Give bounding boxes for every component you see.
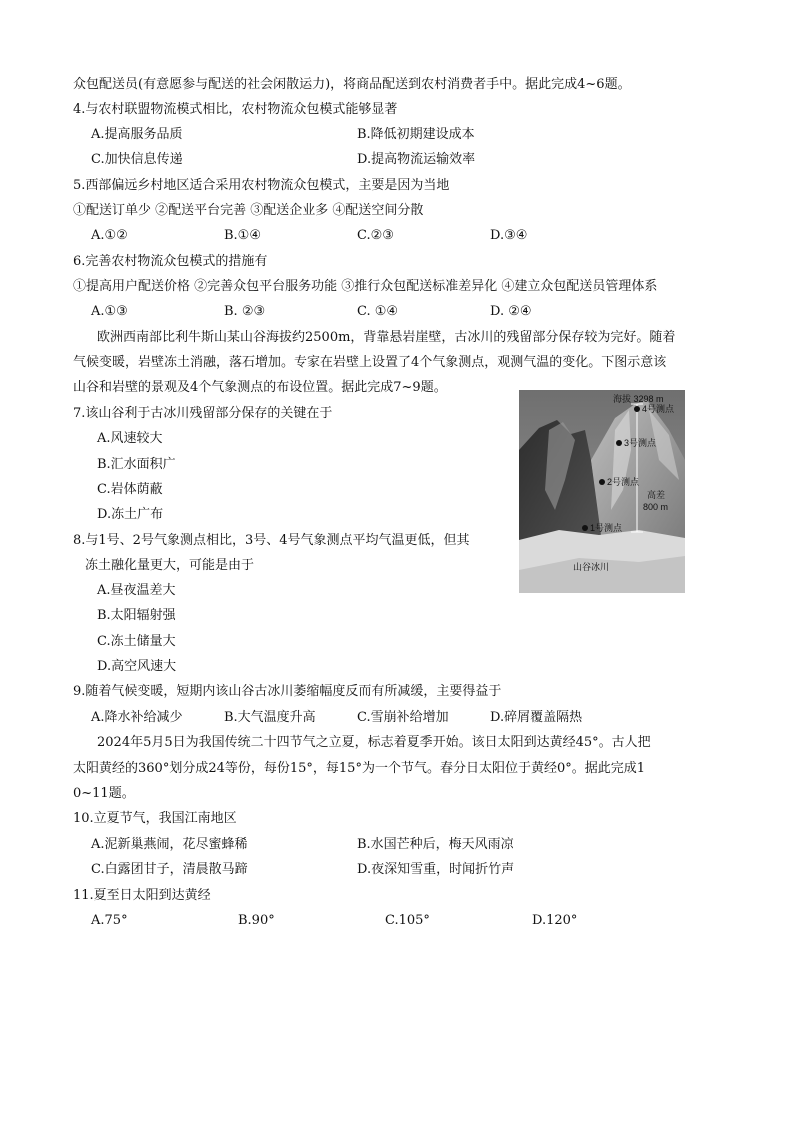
passage-q7-9-line3: 山谷和岩壁的景观及4个气象测点的布设位置。据此完成7~9题。 [73, 380, 447, 395]
question-6-option-b: B. ②③ [224, 304, 266, 319]
question-7-option-d: D.冻土广布 [97, 507, 164, 522]
altitude-label: 海拔 3298 m [613, 394, 664, 404]
question-8-stem-line1: 8.与1号、2号气象测点相比，3号、4号气象测点平均气温更低，但其 [73, 533, 470, 548]
question-8-option-b: B.太阳辐射强 [97, 608, 176, 623]
question-5-option-d: D.③④ [490, 228, 528, 243]
station-4-label: 4号测点 [642, 404, 675, 414]
question-4-option-c: C.加快信息传递 [91, 152, 183, 167]
question-11-option-a: A.75° [91, 913, 128, 928]
question-6-option-d: D. ②④ [490, 304, 532, 319]
valley-cliff-figure [519, 390, 685, 593]
question-10-option-c: C.白露团甘子，清晨散马蹄 [91, 862, 248, 877]
passage-q7-9-line1: 欧洲西南部比利牛斯山某山谷海拔约2500m，背靠悬岩崖壁，古冰川的残留部分保存较为完好。随着 [97, 330, 676, 345]
station-2-label: 2号测点 [607, 477, 640, 487]
passage-q4-6: 众包配送员(有意愿参与配送的社会闲散运力)，将商品配送到农村消费者手中。据此完成4~6题。 [73, 77, 631, 92]
question-5-option-c: C.②③ [357, 228, 394, 243]
question-6-items: ①提高用户配送价格 ②完善众包平台服务功能 ③推行众包配送标准差异化 ④建立众包配送员管理体系 [73, 279, 658, 294]
question-10-stem: 10.立夏节气，我国江南地区 [73, 811, 237, 826]
question-7-stem: 7.该山谷利于古冰川残留部分保存的关键在于 [73, 406, 333, 421]
question-11-stem: 11.夏至日太阳到达黄经 [73, 888, 211, 903]
question-4-option-d: D.提高物流运输效率 [357, 152, 476, 167]
question-5-option-a: A.①② [91, 228, 128, 243]
station-3-label: 3号测点 [624, 438, 657, 448]
station-4-point [634, 406, 640, 412]
question-10-option-a: A.泥新巢燕闹，花尽蜜蜂稀 [91, 837, 248, 852]
question-6-option-a: A.①③ [91, 304, 128, 319]
question-6-option-c: C. ①④ [357, 304, 399, 319]
passage-q10-11-line1: 2024年5月5日为我国传统二十四节气之立夏，标志着夏季开始。该日太阳到达黄经45°。古人把 [97, 735, 651, 750]
height-diff-value: 800 m [643, 502, 669, 512]
passage-q10-11-line3: 0~11题。 [73, 786, 135, 801]
question-11-option-c: C.105° [385, 913, 430, 928]
question-9-option-b: B.大气温度升高 [224, 710, 316, 725]
question-8-option-d: D.高空风速大 [97, 659, 177, 674]
question-11-option-d: D.120° [532, 913, 578, 928]
station-3-point [616, 440, 622, 446]
question-7-option-c: C.岩体荫蔽 [97, 482, 163, 497]
question-5-stem: 5.西部偏远乡村地区适合采用农村物流众包模式，主要是因为当地 [73, 178, 450, 193]
question-9-option-a: A.降水补给减少 [91, 710, 183, 725]
passage-q10-11-line2: 太阳黄经的360°划分成24等份，每份15°，每15°为一个节气。春分日太阳位于黄经0°。据此完成1 [73, 761, 645, 776]
station-2-point [599, 479, 605, 485]
question-6-stem: 6.完善农村物流众包模式的措施有 [73, 254, 268, 269]
station-1-point [582, 525, 588, 531]
question-5-items: ①配送订单少 ②配送平台完善 ③配送企业多 ④配送空间分散 [73, 203, 424, 218]
question-8-option-a: A.昼夜温差大 [97, 583, 176, 598]
station-1-label: 1号测点 [590, 523, 623, 533]
question-7-option-b: B.汇水面积广 [97, 457, 176, 472]
question-9-option-d: D.碎屑覆盖隔热 [490, 710, 583, 725]
question-10-option-b: B.水国芒种后，梅天风雨凉 [357, 837, 514, 852]
passage-q7-9-line2: 气候变暖，岩壁冻土消融，落石增加。专家在岩壁上设置了4个气象测点，观测气温的变化。下图示意该 [73, 355, 667, 370]
question-10-option-d: D.夜深知雪重，时闻折竹声 [357, 862, 515, 877]
question-8-stem-line2: 冻土融化量更大，可能是由于 [85, 558, 255, 573]
question-7-option-a: A.风速较大 [97, 431, 163, 446]
height-diff-label: 高差 [647, 490, 666, 500]
question-9-stem: 9.随着气候变暖，短期内该山谷古冰川萎缩幅度反而有所减缓，主要得益于 [73, 684, 502, 699]
question-4-option-b: B.降低初期建设成本 [357, 127, 475, 142]
question-11-option-b: B.90° [238, 913, 275, 928]
question-8-option-c: C.冻土储量大 [97, 634, 176, 649]
question-9-option-c: C.雪崩补给增加 [357, 710, 449, 725]
question-5-option-b: B.①④ [224, 228, 261, 243]
glacier-label: 山谷冰川 [573, 562, 610, 572]
question-4-option-a: A.提高服务品质 [91, 127, 183, 142]
question-4-stem: 4.与农村联盟物流模式相比，农村物流众包模式能够显著 [73, 102, 398, 117]
